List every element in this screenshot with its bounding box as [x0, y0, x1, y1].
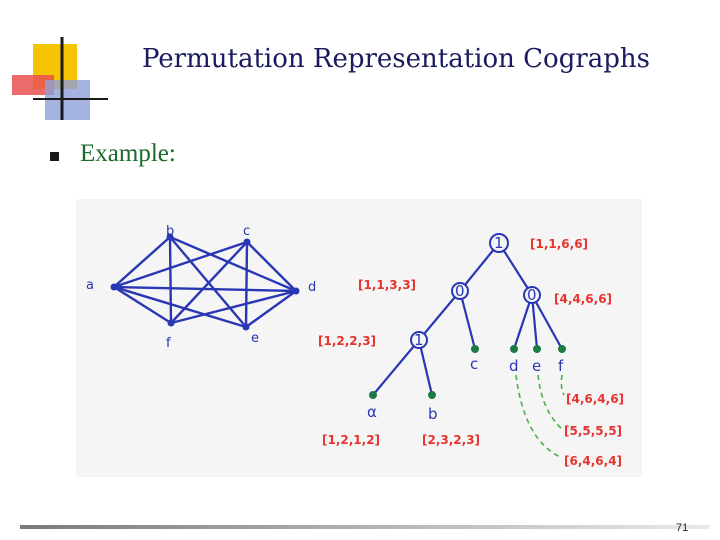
vertex-label-e: e [251, 331, 259, 346]
leaf-d-dot [510, 345, 518, 353]
slide-title: Permutation Representation Cographs [141, 44, 651, 74]
tag-leaf-d: [6,4,6,4] [564, 454, 623, 468]
tag-leaf-b: [2,3,2,3] [422, 433, 481, 447]
page-number: 71 [676, 522, 689, 534]
slide-logo [0, 0, 110, 125]
tree-node-root-symbol: 1 [494, 234, 504, 252]
vertex-label-c: c [243, 224, 251, 239]
vertex-d [293, 288, 300, 295]
tag-inner-one: [1,2,2,3] [318, 334, 377, 348]
bullet-text: Example: [80, 140, 176, 167]
vertex-a [111, 284, 118, 291]
tag-leaf-alpha: [1,2,1,2] [322, 433, 381, 447]
leaf-f-dot [558, 345, 566, 353]
tag-leaf-e: [5,5,5,5] [564, 424, 623, 438]
footer-line [20, 525, 710, 529]
edge-a-b [114, 237, 170, 287]
edge-a-f [114, 287, 171, 323]
leaf-label-b: b [428, 405, 438, 423]
edge-b-d [170, 237, 296, 291]
vertex-label-b: b [166, 224, 175, 239]
vertex-label-a: a [86, 278, 94, 293]
leader-d [516, 375, 560, 457]
leaf-label-alpha: α [367, 403, 377, 421]
vertex-label-d: d [308, 280, 317, 295]
vertex-c [244, 239, 251, 246]
tree-node-left-zero-symbol: 0 [455, 282, 465, 300]
tag-leaf-f: [4,6,4,6] [566, 392, 625, 406]
tag-root: [1,1,6,6] [530, 237, 589, 251]
leaf-label-c: c [470, 355, 479, 373]
tag-left-zero: [1,1,3,3] [358, 278, 417, 292]
tree-edge-inner-alpha [373, 340, 419, 395]
leaf-b-dot [428, 391, 436, 399]
edge-c-d [247, 242, 296, 291]
example-figure [76, 199, 642, 477]
edge-c-e [246, 242, 247, 327]
leaf-alpha-dot [369, 391, 377, 399]
graph-vertices [111, 234, 300, 331]
leaf-e-dot [533, 345, 541, 353]
vertex-label-f: f [166, 336, 171, 351]
tree-node-right-zero-symbol: 0 [527, 286, 537, 304]
tag-right-zero: [4,4,6,6] [554, 292, 613, 306]
graph-edges [114, 237, 296, 327]
leader-e [538, 375, 562, 429]
leaf-label-e: e [532, 357, 542, 375]
vertex-f [168, 320, 175, 327]
vertex-e [243, 324, 250, 331]
tree-edge-left-inner [419, 291, 460, 340]
bullet-marker [50, 152, 59, 161]
edge-f-d [171, 291, 296, 323]
edge-b-f [170, 237, 171, 323]
tree-node-inner-one-symbol: 1 [414, 331, 424, 349]
leaf-label-d: d [509, 357, 519, 375]
leader-f [561, 375, 564, 395]
leaf-c-dot [471, 345, 479, 353]
dashed-leaders [516, 375, 564, 457]
leaf-label-f: f [558, 357, 564, 375]
